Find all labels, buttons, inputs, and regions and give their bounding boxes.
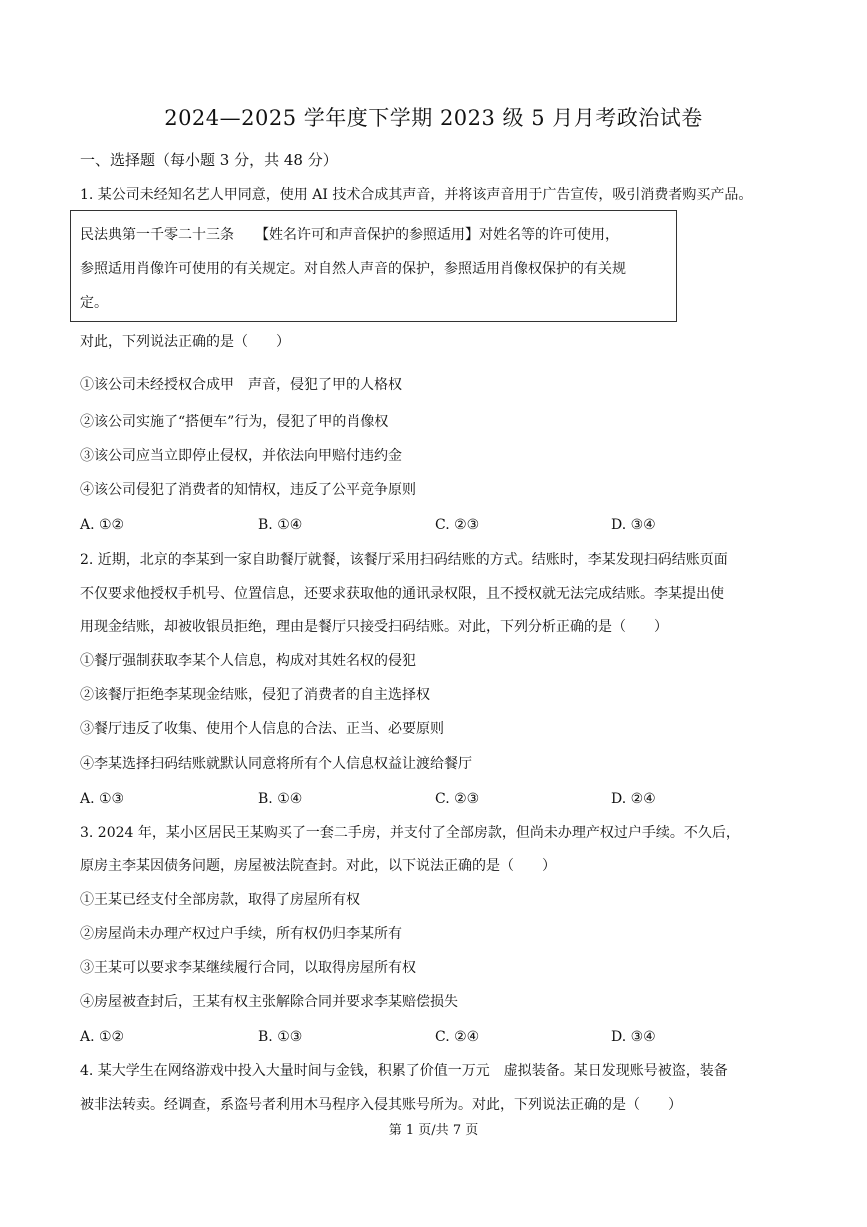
question-2-stem: 用现金结账，却被收银员拒绝，理由是餐厅只接受扫码结账。对此，下列分析正确的是（ ）: [80, 619, 668, 635]
question-2-choices: [80, 789, 800, 809]
choice-b[interactable]: B. ①④: [258, 791, 303, 807]
question-3-option-2: ②房屋尚未办理产权过户手续，所有权仍归李某所有: [80, 926, 402, 942]
question-2-stem: 不仅要求他授权手机号、位置信息，还要求获取他的通讯录权限，且不授权就无法完成结账。李某提出使: [80, 586, 724, 602]
choice-c[interactable]: C. ②③: [435, 791, 480, 807]
question-4-stem: 被非法转卖。经调查，系盗号者利用木马程序入侵其账号所为。对此，下列说法正确的是（ ）: [80, 1097, 682, 1113]
question-3-stem: 3. 2024 年，某小区居民王某购买了一套二手房，并支付了全部房款，但尚未办理产权过户手续。不久后，: [80, 825, 740, 841]
question-1-option-4: ④该公司侵犯了消费者的知情权，违反了公平竞争原则: [80, 482, 416, 498]
question-1-stem: 1. 某公司未经知名艺人甲同意，使用 AI 技术合成其声音，并将该声音用于广告宣传，吸引消费者购买产品。: [80, 187, 753, 203]
choice-b[interactable]: B. ①④: [258, 517, 303, 533]
question-2-option-2: ②该餐厅拒绝李某现金结账，侵犯了消费者的自主选择权: [80, 687, 430, 703]
law-quote-box: [70, 210, 677, 322]
choice-c[interactable]: C. ②③: [435, 517, 480, 533]
question-2-stem: 2. 近期，北京的李某到一家自助餐厅就餐，该餐厅采用扫码结账的方式。结账时，李某发现扫码结账页面: [80, 552, 728, 568]
choice-a[interactable]: A. ①②: [80, 517, 125, 533]
page-title: 2024—2025 学年度下学期 2023 级 5 月月考政治试卷: [164, 106, 703, 130]
choice-d[interactable]: D. ②④: [611, 791, 656, 807]
question-1-option-2: ②该公司实施了“搭便车”行为，侵犯了甲的肖像权: [80, 414, 389, 430]
choice-a[interactable]: A. ①②: [80, 1029, 125, 1045]
choice-c[interactable]: C. ②④: [435, 1029, 480, 1045]
question-2-option-1: ①餐厅强制获取李某个人信息，构成对其姓名权的侵犯: [80, 653, 416, 669]
question-3-option-3: ③王某可以要求李某继续履行合同，以取得房屋所有权: [80, 960, 416, 976]
section-heading: 一、选择题（每小题 3 分，共 48 分）: [80, 151, 338, 169]
question-3-option-1: ①王某已经支付全部房款，取得了房屋所有权: [80, 892, 360, 908]
question-1-option-3: ③该公司应当立即停止侵权，并依法向甲赔付违约金: [80, 448, 402, 464]
law-quote-line: 民法典第一千零二十三条 【姓名许可和声音保护的参照适用】对姓名等的许可使用，: [80, 227, 619, 243]
question-1-prompt: 对此，下列说法正确的是（ ）: [80, 334, 290, 350]
question-4-stem: 4. 某大学生在网络游戏中投入大量时间与金钱，积累了价值一万元 虚拟装备。某日发现账号被盗，装备: [80, 1063, 728, 1079]
question-3-choices: [80, 1027, 800, 1047]
choice-a[interactable]: A. ①③: [80, 791, 125, 807]
question-2-option-4: ④李某选择扫码结账就默认同意将所有个人信息权益让渡给餐厅: [80, 756, 472, 772]
law-quote-line: 参照适用肖像许可使用的有关规定。对自然人声音的保护，参照适用肖像权保护的有关规: [80, 261, 626, 277]
choice-b[interactable]: B. ①③: [258, 1029, 303, 1045]
question-3-stem: 原房主李某因债务问题，房屋被法院查封。对此，以下说法正确的是（ ）: [80, 858, 556, 874]
question-2-option-3: ③餐厅违反了收集、使用个人信息的合法、正当、必要原则: [80, 721, 444, 737]
question-1-choices: [80, 515, 800, 535]
law-quote-line: 定。: [80, 295, 108, 311]
question-1-option-1: ①该公司未经授权合成甲 声音，侵犯了甲的人格权: [80, 377, 402, 393]
question-3-option-4: ④房屋被查封后，王某有权主张解除合同并要求李某赔偿损失: [80, 994, 458, 1010]
page-footer: 第 1 页/共 7 页: [388, 1123, 479, 1138]
choice-d[interactable]: D. ③④: [611, 1029, 656, 1045]
choice-d[interactable]: D. ③④: [611, 517, 656, 533]
